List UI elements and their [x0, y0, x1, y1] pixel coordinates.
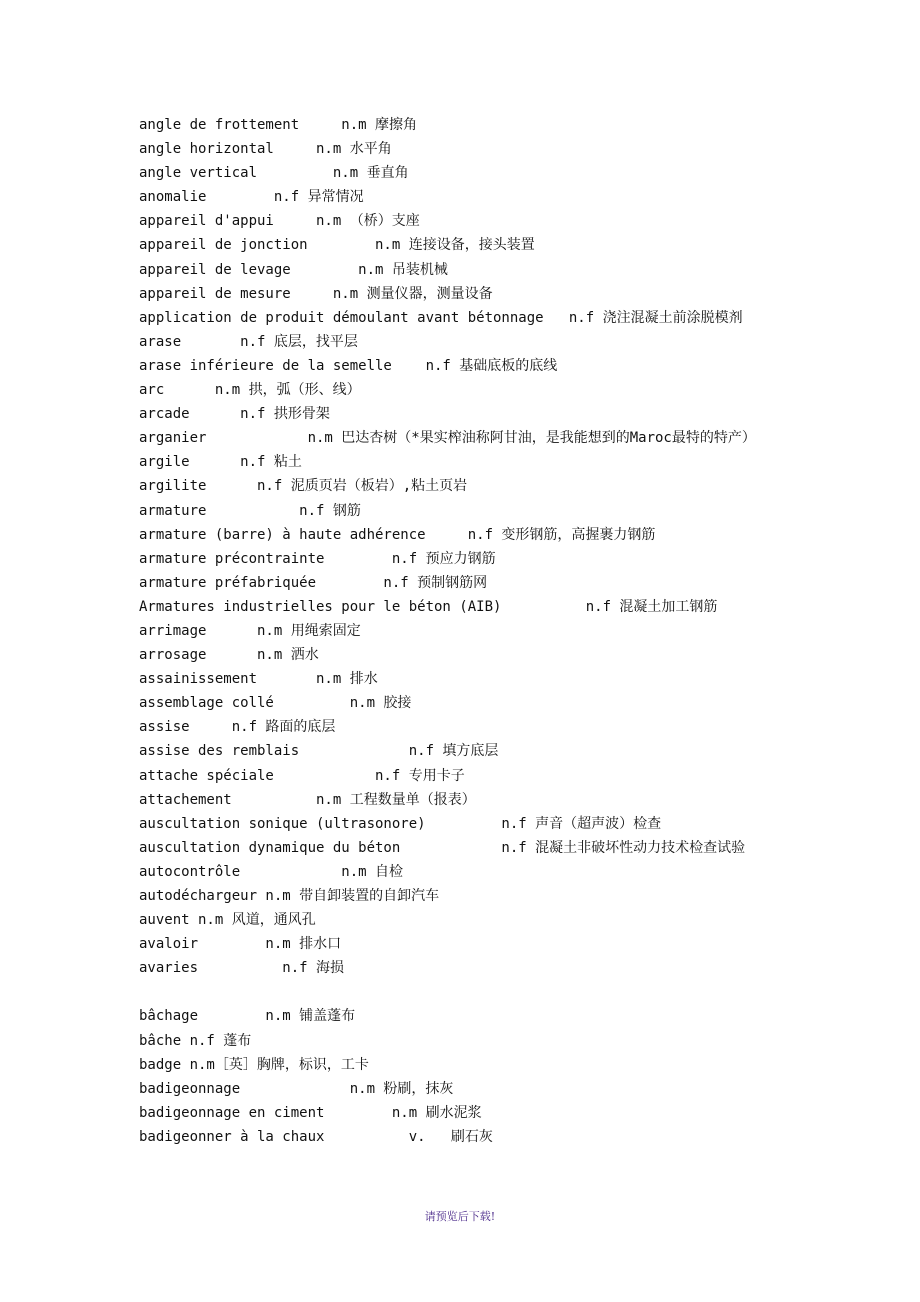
glossary-entry: arrimage n.m 用绳索固定 [139, 622, 361, 639]
entry-group-b [139, 450, 839, 980]
glossary-entry: badigeonner à la chaux v. 刷石灰 [139, 1128, 493, 1145]
glossary-entry: appareil d'appui n.m （桥）支座 [139, 213, 420, 230]
glossary-entry: appareil de mesure n.m 测量仪器，测量设备 [139, 285, 493, 302]
glossary-entry: armature n.f 钢筋 [139, 502, 361, 519]
glossary-entry: appareil de jonction n.m 连接设备，接头装置 [139, 237, 535, 254]
glossary-entry: angle vertical n.m 垂直角 [139, 165, 409, 182]
glossary-entry: angle de frottement n.m 摩擦角 [139, 117, 418, 133]
glossary-entry-wrapped: arganier n.m 巴达杏树（*果实榨油称阿甘油，是我能想到的Maroc最特的特产） [139, 430, 756, 447]
glossary-entry: assise n.f 路面的底层 [139, 719, 336, 736]
glossary-entry: arase n.f 底层，找平层 [139, 333, 358, 350]
glossary-entry: arc n.m 拱，弧（形、线） [139, 382, 361, 399]
page-footer: 请预览后下载! [424, 1210, 496, 1223]
glossary-entry: armature précontrainte n.f 预应力钢筋 [139, 550, 496, 567]
glossary-entry: argilite n.f 泥质页岩（板岩）,粘土页岩 [139, 478, 468, 495]
glossary-entry: auscultation sonique (ultrasonore) n.f 声音（超声波）检查 [139, 815, 662, 832]
glossary-entry: avaloir n.m 排水口 [139, 936, 342, 953]
glossary-entry: auscultation dynamique du béton n.f 混凝土非破坏性动力技术检查试验 [139, 839, 746, 856]
glossary-entry: application de produit démoulant avant bétonnage n.f 浇注混凝土前涂脱模剂 [139, 309, 743, 326]
glossary-entry: bâche n.f 蓬布 [139, 1032, 252, 1049]
glossary-entry: armature préfabriquée n.f 预制钢筋网 [139, 574, 488, 591]
glossary-entry: appareil de levage n.m 吊装机械 [139, 261, 448, 278]
glossary-entry: badigeonnage en ciment n.m 刷水泥浆 [139, 1104, 482, 1121]
glossary-entry: badigeonnage n.m 粉刷，抹灰 [139, 1080, 454, 1097]
glossary-entry: autocontrôle n.m 自检 [139, 863, 404, 880]
glossary-entry: argile n.f 粘土 [139, 454, 302, 471]
entry-group-a [139, 113, 839, 426]
glossary-entry: badge n.m［英］胸牌，标识，工卡 [139, 1056, 369, 1073]
glossary-entry: bâchage n.m 铺盖蓬布 [139, 1008, 356, 1025]
glossary-entry: auvent n.m 风道，通风孔 [139, 912, 316, 929]
glossary-entry: assainissement n.m 排水 [139, 671, 378, 688]
glossary-entry: anomalie n.f 异常情况 [139, 189, 364, 206]
entry-group-c [139, 1004, 839, 1149]
glossary-entry: Armatures industrielles pour le béton (AIB) n.f 混凝土加工钢筋 [139, 598, 718, 615]
glossary-entry: attache spéciale n.f 专用卡子 [139, 767, 465, 784]
glossary-entry: assemblage collé n.m 胶接 [139, 695, 412, 712]
glossary-entry: arrosage n.m 洒水 [139, 647, 319, 664]
glossary-entries [139, 113, 839, 1149]
glossary-entry: assise des remblais n.f 填方底层 [139, 743, 499, 760]
glossary-entry: armature (barre) à haute adhérence n.f 变形钢筋，高握裹力钢筋 [139, 526, 656, 543]
glossary-entry: arcade n.f 拱形骨架 [139, 406, 330, 423]
glossary-entry: attachement n.m 工程数量单（报表） [139, 791, 476, 808]
section-gap [139, 980, 839, 1004]
glossary-entry: angle horizontal n.m 水平角 [139, 141, 392, 158]
glossary-entry: autodéchargeur n.m 带自卸装置的自卸汽车 [139, 888, 440, 904]
glossary-entry: arase inférieure de la semelle n.f 基础底板的底线 [139, 357, 558, 374]
glossary-entry: avaries n.f 海损 [139, 960, 345, 977]
